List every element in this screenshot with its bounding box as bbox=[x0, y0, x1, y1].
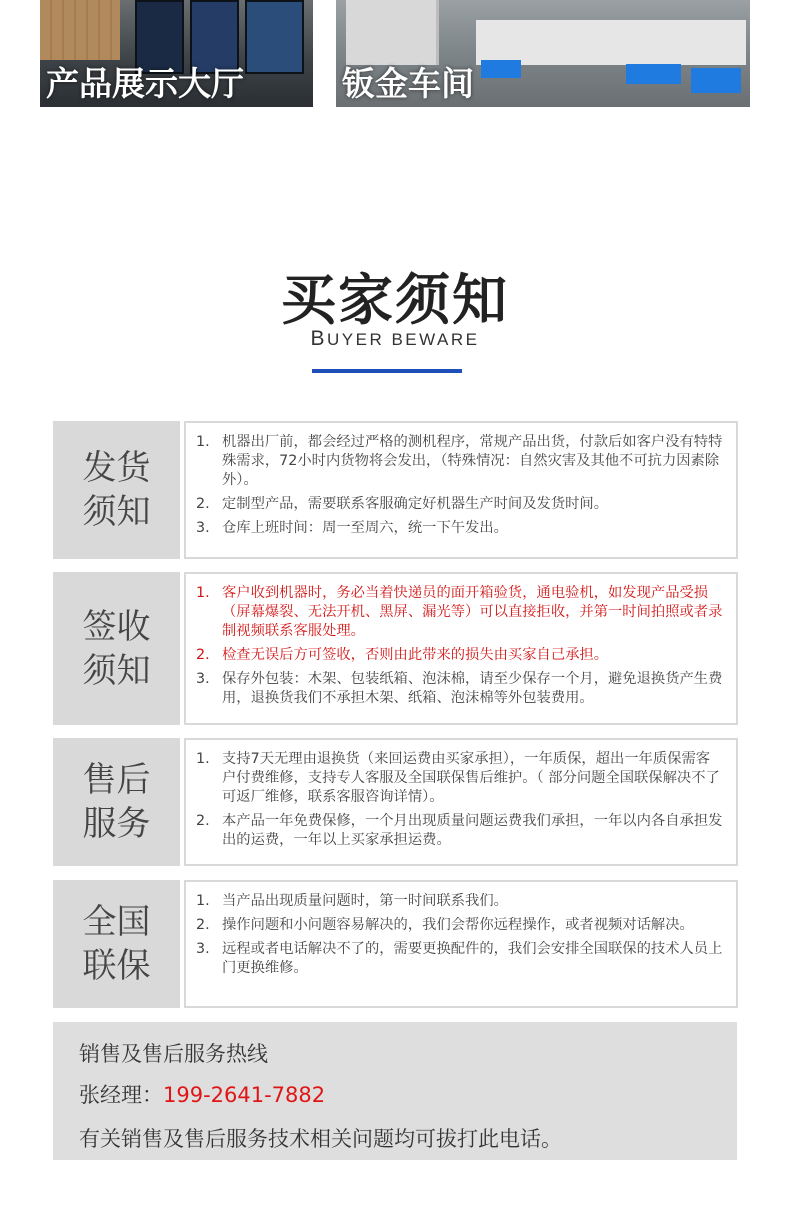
item-number: 3. bbox=[196, 520, 210, 536]
section-body bbox=[184, 880, 738, 1008]
list-item bbox=[196, 812, 724, 850]
section-title-line: 服务 bbox=[82, 804, 151, 844]
item-number: 2. bbox=[196, 917, 210, 933]
list-item bbox=[196, 584, 724, 641]
section-title-line: 须知 bbox=[82, 650, 151, 691]
section-title bbox=[53, 880, 180, 1008]
blue-bin-graphic bbox=[626, 64, 681, 84]
list-item bbox=[196, 433, 724, 490]
item-number: 2. bbox=[196, 647, 210, 663]
section-shipping bbox=[53, 421, 738, 559]
subtitle-rest: UYER BEWARE bbox=[327, 330, 480, 349]
section-title-line: 须知 bbox=[82, 492, 151, 532]
item-text: 当产品出现质量问题时，第一时间联系我们。 bbox=[222, 893, 508, 909]
hotline-panel bbox=[53, 1022, 737, 1160]
section-title-line: 发货 bbox=[82, 448, 151, 488]
item-text: 支持7天无理由退换货（来回运费由买家承担），一年质保，超出一年质保需客户付费维修，支持专人客服及全国联保售后维护。（ 部分问题全国联保解决不了可返厂维修，联系客服咨询详情）。 bbox=[222, 751, 720, 805]
section-body bbox=[184, 421, 738, 559]
section-body bbox=[184, 572, 738, 725]
section-title bbox=[53, 421, 180, 559]
page-subtitle bbox=[0, 327, 790, 351]
item-text: 操作问题和小问题容易解决的，我们会帮你远程操作，或者视频对话解决。 bbox=[222, 917, 694, 933]
workshop-photo bbox=[336, 0, 750, 107]
blue-bin-graphic bbox=[481, 60, 521, 78]
list-item bbox=[196, 670, 724, 708]
item-text: 检查无误后方可签收，否则由此带来的损失由买家自己承担。 bbox=[222, 647, 609, 663]
list-item bbox=[196, 646, 724, 665]
section-title bbox=[53, 572, 180, 725]
list-item bbox=[196, 750, 724, 807]
hotline-title: 销售及售后服务热线 bbox=[79, 1042, 268, 1066]
item-text: 仓库上班时间：周一至周六，统一下午发出。 bbox=[222, 520, 508, 536]
section-title-line: 联保 bbox=[82, 946, 151, 986]
list-item bbox=[196, 940, 724, 978]
workbench-graphic bbox=[476, 20, 746, 65]
section-title-line: 售后 bbox=[82, 760, 151, 800]
item-text: 保存外包装：木架、包装纸箱、泡沫棉，请至少保存一个月，避免退换货产生费用，退换货我们不承担木架、纸箱、泡沫棉等外包装费用。 bbox=[222, 671, 723, 706]
section-national-warranty bbox=[53, 880, 738, 1008]
photo-label-workshop: 钣金车间 bbox=[342, 64, 474, 103]
item-number: 1. bbox=[196, 751, 210, 767]
section-title-line: 签收 bbox=[82, 606, 151, 647]
blue-bin-graphic bbox=[691, 68, 741, 93]
list-item bbox=[196, 495, 724, 514]
showroom-photo bbox=[40, 0, 313, 107]
phone-number[interactable]: 199-2641-7882 bbox=[163, 1083, 326, 1107]
item-text: 客户收到机器时，务必当着快递员的面开箱验货，通电验机，如发现产品受损（屏幕爆裂、无法开机、黑屏、漏光等）可以直接拒收，并第一时间拍照或者录制视频联系客服处理。 bbox=[222, 585, 723, 639]
list-item bbox=[196, 916, 724, 935]
title-underline bbox=[312, 369, 462, 373]
item-number: 2. bbox=[196, 813, 210, 829]
section-title bbox=[53, 738, 180, 866]
item-text: 远程或者电话解决不了的，需要更换配件的，我们会安排全国联保的技术人员上门更换维修。 bbox=[222, 941, 723, 976]
photo-label-showroom: 产品展示大厅 bbox=[46, 64, 244, 103]
hotline-contact bbox=[79, 1079, 325, 1109]
page-title: 买家须知 bbox=[280, 268, 509, 332]
item-text: 定制型产品，需要联系客服确定好机器生产时间及发货时间。 bbox=[222, 496, 609, 512]
item-number: 1. bbox=[196, 585, 210, 601]
item-number: 3. bbox=[196, 941, 210, 957]
item-number: 3. bbox=[196, 671, 210, 687]
list-item bbox=[196, 519, 724, 538]
item-number: 1. bbox=[196, 893, 210, 909]
section-body bbox=[184, 738, 738, 866]
section-after-sales bbox=[53, 738, 738, 866]
subtitle-initial: B bbox=[310, 327, 327, 350]
item-number: 1. bbox=[196, 434, 210, 450]
item-number: 2. bbox=[196, 496, 210, 512]
wooden-crate-graphic bbox=[40, 0, 120, 60]
list-item bbox=[196, 892, 724, 911]
section-title-line: 全国 bbox=[82, 902, 151, 942]
display-screen-graphic bbox=[245, 0, 304, 74]
section-receipt bbox=[53, 572, 738, 725]
manager-label: 张经理： bbox=[79, 1083, 163, 1107]
item-text: 本产品一年免费保修，一个月出现质量问题运费我们承担，一年以内各自承担发出的运费，一年以上买家承担运费。 bbox=[222, 813, 723, 848]
machine-graphic bbox=[346, 0, 439, 65]
hotline-note: 有关销售及售后服务技术相关问题均可拔打此电话。 bbox=[79, 1127, 562, 1151]
item-text: 机器出厂前，都会经过严格的测机程序，常规产品出货，付款后如客户没有特特殊需求，72小时内货物将会发出，（特殊情况：自然灾害及其他不可抗力因素除外）。 bbox=[222, 434, 723, 488]
